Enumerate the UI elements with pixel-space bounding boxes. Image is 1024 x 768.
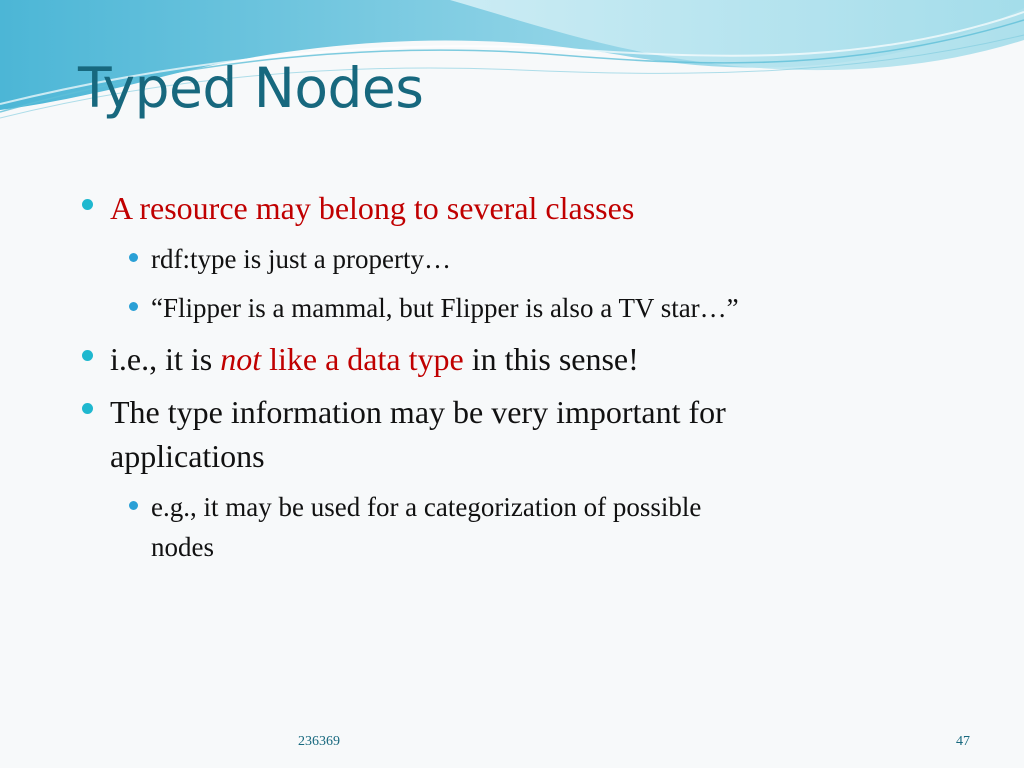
bullet-2-suffix: in this sense!	[463, 341, 639, 377]
bullet-3-1	[151, 487, 911, 567]
bullet-3-1-line-2: nodes	[151, 532, 214, 562]
bullet-3-line-1: The type information may be very important for	[110, 394, 726, 430]
bullet-dot-icon	[82, 403, 93, 414]
slide-title: Typed Nodes	[78, 56, 424, 120]
bullet-3-line-2: applications	[110, 438, 265, 474]
bullet-dot-icon	[82, 199, 93, 210]
bullet-1-2	[151, 288, 911, 328]
bullet-1-text: A resource may belong to several classes	[110, 190, 635, 226]
bullet-3	[110, 390, 910, 478]
footer-page-number: 47	[956, 734, 970, 749]
sub-bullet-dot-icon	[129, 253, 138, 262]
sub-bullet-dot-icon	[129, 302, 138, 311]
bullet-2-highlight: like a data type	[261, 341, 464, 377]
bullet-2-emphasis: not	[220, 341, 262, 377]
bullet-1-1-text: rdf:type is just a property…	[151, 244, 451, 274]
sub-bullet-dot-icon	[129, 501, 138, 510]
bullet-dot-icon	[82, 350, 93, 361]
bullet-2-prefix: i.e., it is	[110, 341, 221, 377]
footer-course-number: 236369	[298, 734, 340, 749]
bullet-2	[110, 337, 910, 381]
bullet-1-2-text: “Flipper is a mammal, but Flipper is also a TV star…”	[151, 293, 739, 323]
bullet-1	[110, 186, 910, 230]
bullet-3-1-line-1: e.g., it may be used for a categorization of possible	[151, 492, 702, 522]
bullet-1-1	[151, 239, 911, 279]
